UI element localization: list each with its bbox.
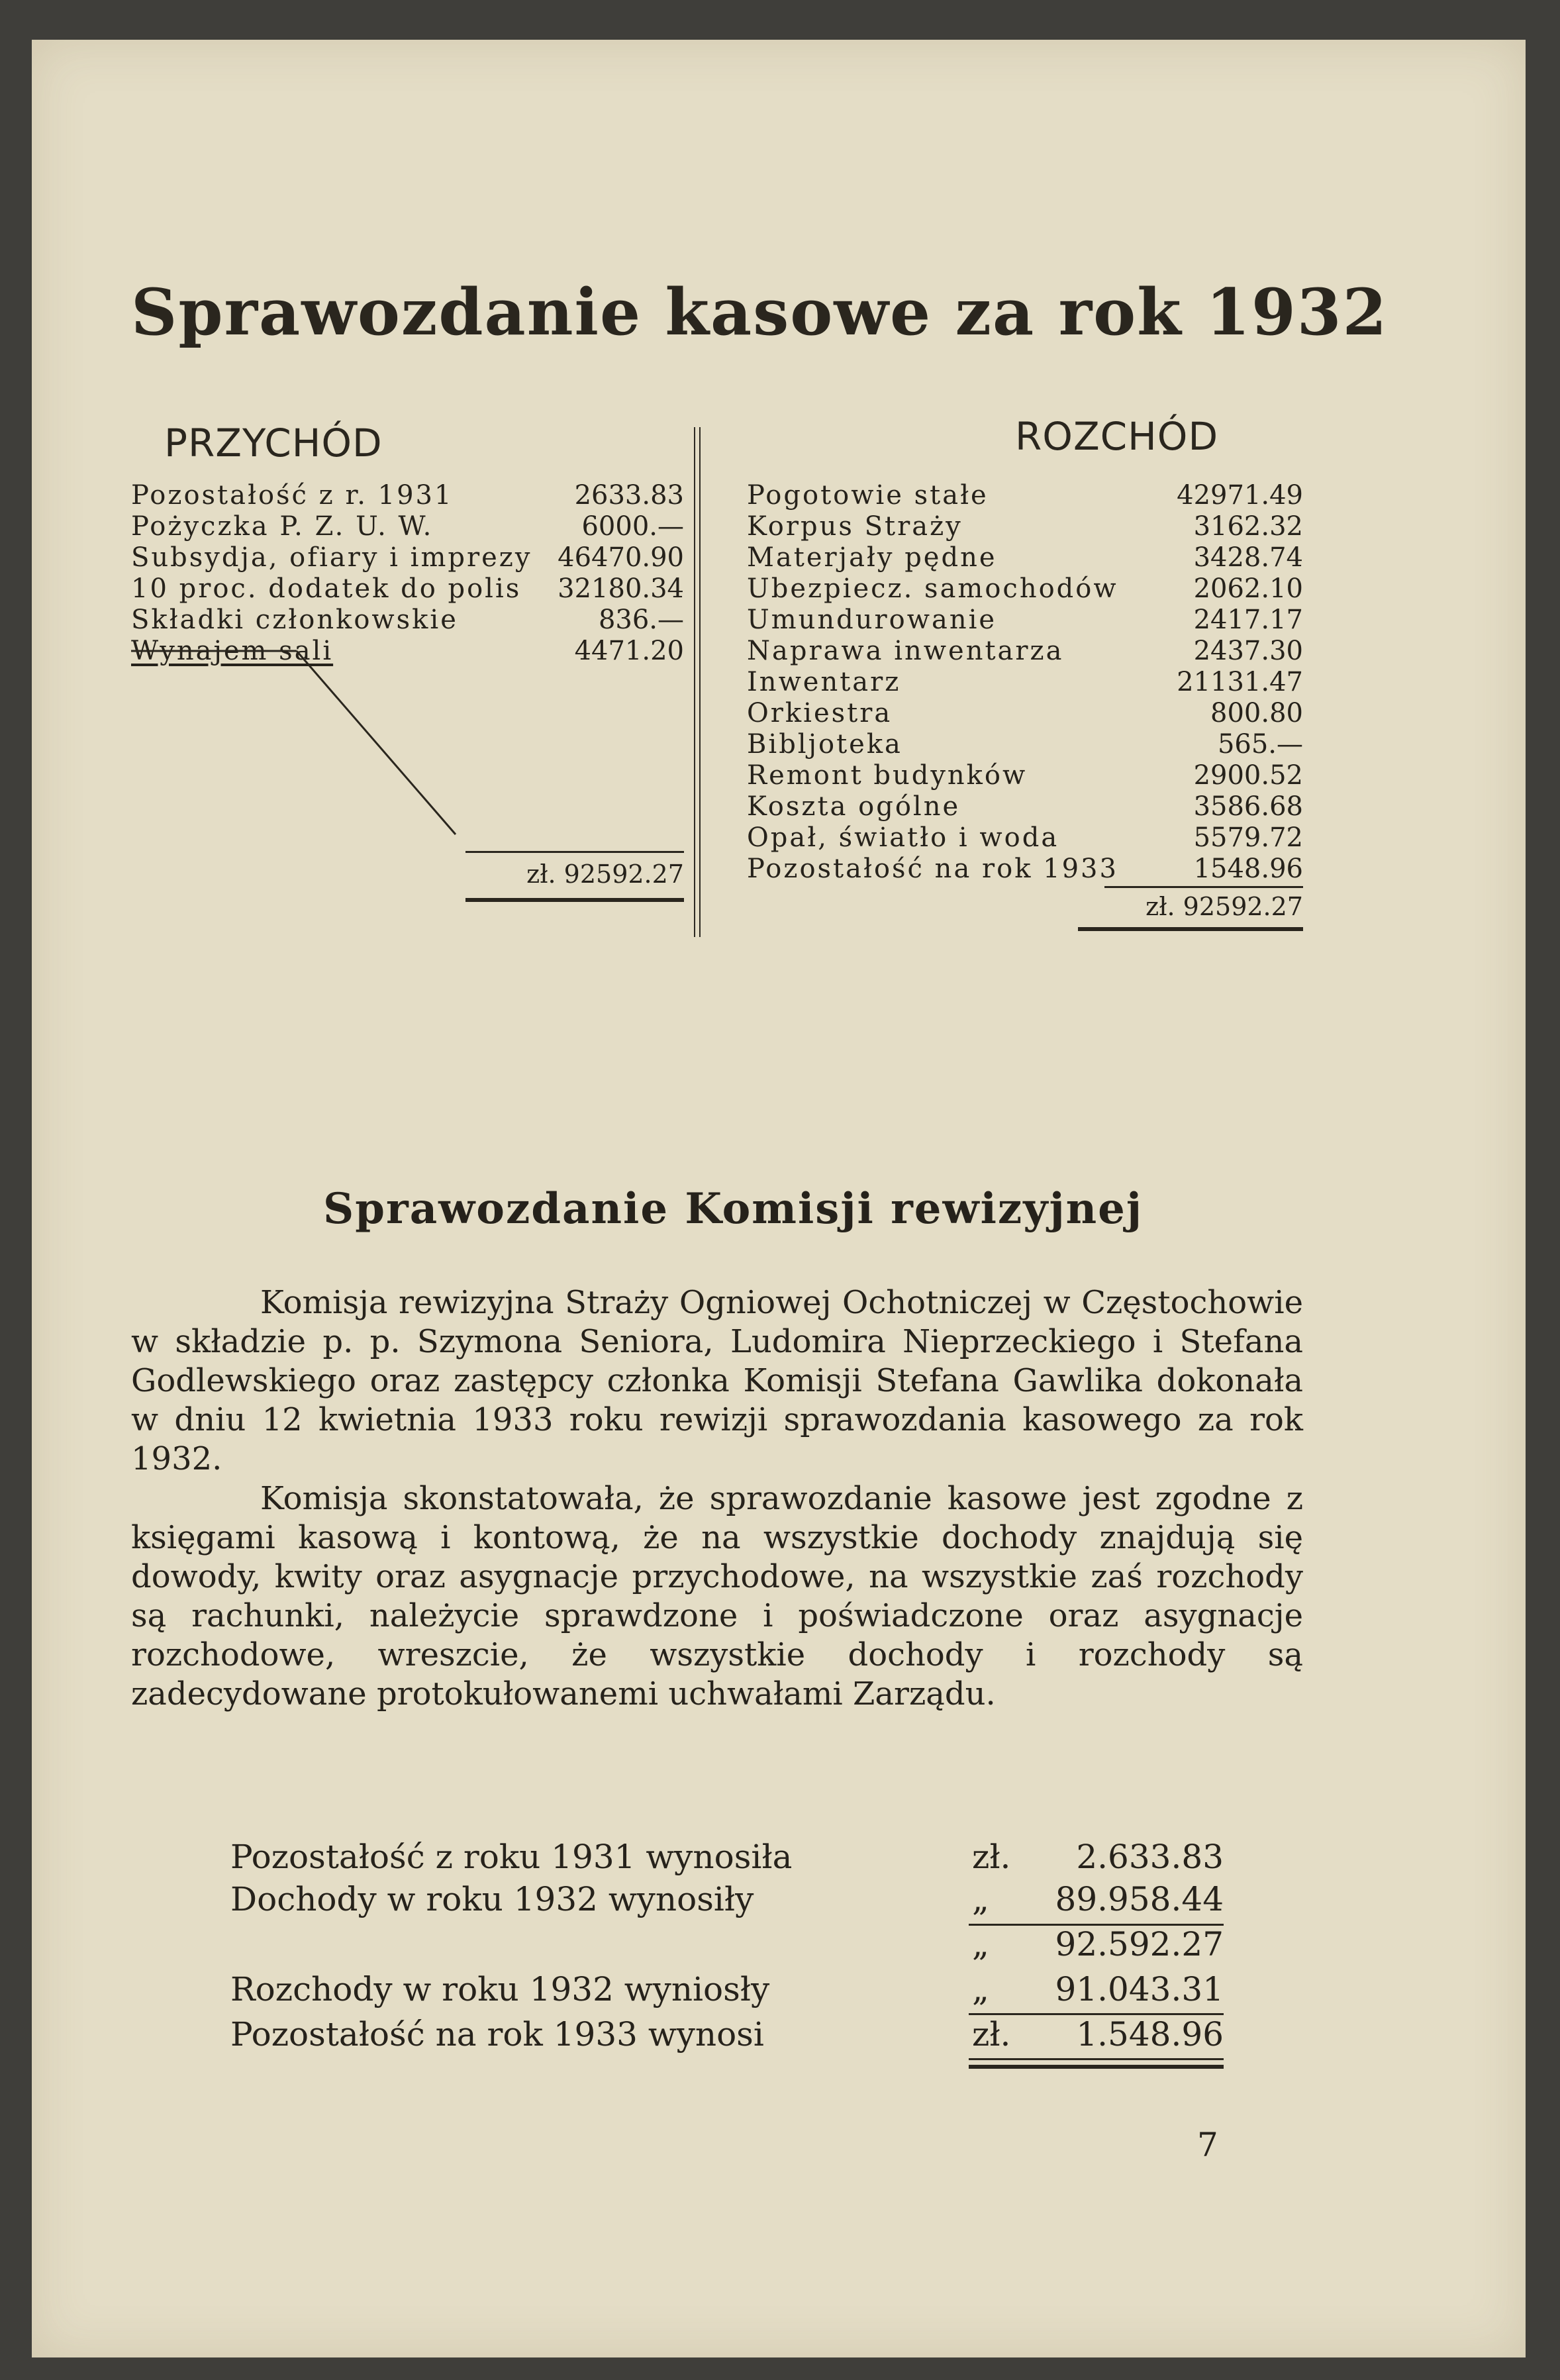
expense-amount: 2437.30	[1193, 636, 1303, 666]
expense-label: Pozostałość na rok 1933	[747, 854, 1118, 884]
summary-amount: 91.043.31	[1055, 1970, 1224, 2008]
summary-row	[230, 1880, 1224, 1922]
income-amount: 6000.—	[581, 511, 684, 542]
expense-heading: ROZCHÓD	[1015, 414, 1219, 459]
expense-amount: 3586.68	[1193, 791, 1303, 822]
commission-paragraph: Komisja rewizyjna Straży Ogniowej Ochotniczej w Częstochowie w składzie p. p. Szymona Seniora, Ludomira Nieprzeckiego i Stefana Godlewskiego oraz zastępcy członka Komisji Stefana Gawlika dokonała w dniu 12 kwietnia 1933 roku rewizji sprawozdania kasowego za rok 1932.	[131, 1284, 1303, 1477]
commission-paragraph: Komisja skonstatowała, że sprawozdanie kasowe jest zgodne z księgami kasową i kontową, że na wszystkie dochody znajdują się dowody, kwity oraz asygnacje przychodowe, na wszystkie zaś rozchody są rachunki, należycie sprawdzone i poświadczone oraz asygnacje rozchodowe, wreszcie, że wszystkie dochody i rozchody są zadecydowane protokułowanemi uchwałami Zarządu.	[131, 1480, 1303, 1712]
summary-amount: 2.633.83	[1076, 1838, 1224, 1876]
income-amount: 46470.90	[558, 542, 684, 573]
expense-total-rule	[1104, 886, 1303, 888]
income-label: Subsydja, ofiary i imprezy	[131, 542, 532, 573]
income-heading: PRZYCHÓD	[164, 421, 383, 466]
expense-row	[747, 791, 1303, 822]
summary-row	[230, 1838, 1224, 1880]
page-number: 7	[1197, 2126, 1218, 2164]
expense-label: Orkiestra	[747, 698, 893, 728]
expense-row	[747, 698, 1303, 729]
income-label: Pożyczka P. Z. U. W.	[131, 511, 434, 542]
expense-label: Umundurowanie	[747, 605, 997, 635]
expense-row	[747, 542, 1303, 573]
expense-double-rule	[1078, 927, 1303, 931]
expense-row	[747, 511, 1303, 542]
summary-amount: 89.958.44	[1055, 1880, 1224, 1918]
expense-amount: 2062.10	[1193, 573, 1303, 604]
expense-amount: 800.80	[1210, 698, 1303, 728]
summary-label: Dochody w roku 1932 wynosiły	[230, 1880, 754, 1918]
expense-amount: 3162.32	[1193, 511, 1303, 542]
expense-label: Materjały pędne	[747, 542, 997, 573]
commission-title: Sprawozdanie Komisji rewizyjnej	[323, 1184, 1143, 1234]
expense-row	[747, 854, 1303, 885]
expense-row	[747, 729, 1303, 760]
summary-row	[230, 1925, 1224, 1967]
summary-row	[230, 2015, 1224, 2058]
expense-amount: 5579.72	[1193, 822, 1303, 853]
expense-amount: 42971.49	[1177, 480, 1303, 511]
expense-label: Pogotowie stałe	[747, 480, 989, 511]
expense-label: Bibljoteka	[747, 729, 902, 760]
expense-label: Remont budynków	[747, 760, 1028, 791]
summary-currency: zł.	[972, 2015, 1011, 2054]
income-double-rule	[465, 898, 684, 902]
summary-amount: 1.548.96	[1076, 2015, 1224, 2054]
summary-amount: 92.592.27	[1055, 1925, 1224, 1963]
document-page	[32, 40, 1526, 2357]
expense-row	[747, 636, 1303, 667]
expense-row	[747, 480, 1303, 511]
income-label: Składki członkowskie	[131, 605, 458, 635]
expense-amount: 2417.17	[1193, 605, 1303, 635]
summary-row	[230, 1970, 1224, 2012]
expense-amount: 1548.96	[1193, 854, 1303, 884]
summary-currency: zł.	[972, 1838, 1011, 1876]
income-total: zł. 92592.27	[526, 860, 684, 889]
expense-amount: 3428.74	[1193, 542, 1303, 573]
expense-row	[747, 605, 1303, 636]
income-total-rule	[465, 851, 684, 853]
income-amount: 836.—	[598, 605, 684, 635]
summary-label: Pozostałość z roku 1931 wynosiła	[230, 1838, 793, 1876]
summary-rule	[969, 2058, 1224, 2060]
income-amount: 32180.34	[558, 573, 684, 604]
expense-row	[747, 760, 1303, 791]
expense-row	[747, 822, 1303, 854]
income-label: Wynajem sali	[131, 636, 334, 666]
income-label: 10 proc. dodatek do polis	[131, 573, 522, 604]
expense-amount: 565.—	[1217, 729, 1303, 760]
expense-ledger	[747, 480, 1303, 885]
expense-label: Ubezpiecz. samochodów	[747, 573, 1118, 604]
expense-label: Korpus Straży	[747, 511, 963, 542]
summary-currency: „	[972, 1970, 989, 2008]
report-title: Sprawozdanie kasowe za rok 1932	[131, 275, 1389, 350]
income-label: Pozostałość z r. 1931	[131, 480, 454, 511]
expense-row	[747, 667, 1303, 698]
expense-label: Opał, światło i woda	[747, 822, 1059, 853]
summary-label: Pozostałość na rok 1933 wynosi	[230, 2015, 764, 2054]
expense-total: zł. 92592.27	[1146, 892, 1303, 921]
summary-double-rule	[969, 2065, 1224, 2069]
income-amount: 4471.20	[574, 636, 684, 666]
summary-currency: „	[972, 1880, 989, 1918]
expense-label: Inwentarz	[747, 667, 901, 697]
expense-row	[747, 573, 1303, 605]
expense-amount: 2900.52	[1193, 760, 1303, 791]
summary-currency: „	[972, 1925, 989, 1963]
expense-label: Koszta ogólne	[747, 791, 961, 822]
column-divider	[694, 427, 701, 937]
income-amount: 2633.83	[574, 480, 684, 511]
summary-label: Rozchody w roku 1932 wyniosły	[230, 1970, 770, 2008]
expense-label: Naprawa inwentarza	[747, 636, 1064, 666]
expense-amount: 21131.47	[1177, 667, 1303, 697]
